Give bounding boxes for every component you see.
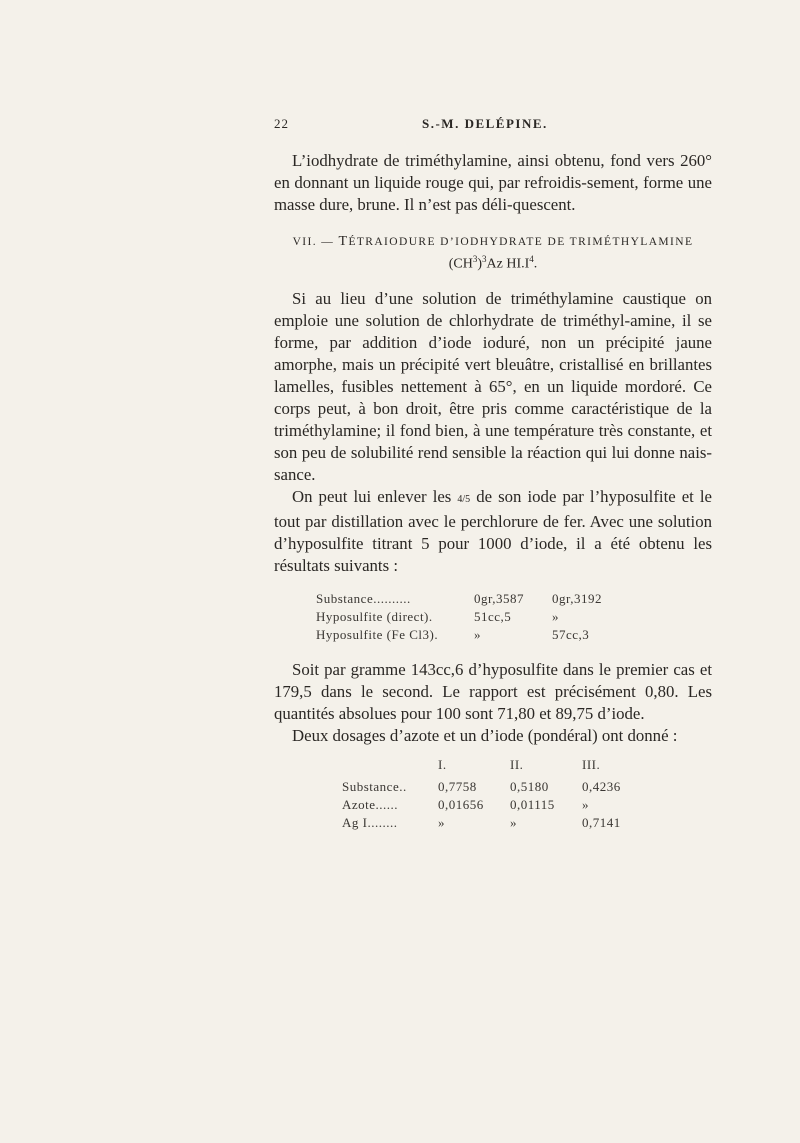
formula-part-d: . bbox=[533, 256, 538, 272]
page-number: 22 bbox=[274, 116, 289, 131]
row-label: Substance.. bbox=[342, 778, 407, 794]
section-formula bbox=[274, 254, 712, 273]
results-table-2 bbox=[342, 757, 654, 833]
table-row bbox=[342, 797, 654, 815]
cell-value: » bbox=[438, 814, 445, 830]
formula-sup-1: 3 bbox=[472, 254, 478, 264]
cell-value: » bbox=[552, 608, 559, 624]
formula-part-b: ) bbox=[477, 256, 483, 272]
row-label: Hyposulfite (direct). bbox=[316, 608, 433, 624]
cell-value: 0,01656 bbox=[438, 796, 484, 812]
paragraph-4: Soit par gramme 143cc,6 d’hyposulfite dans le premier cas et 179,5 dans le second. Le rapport est précisément 0,80. Les quantités absolues pour 100 sont 71,80 et 89,75 d’iode. bbox=[274, 659, 712, 723]
table-row bbox=[342, 815, 654, 833]
row-label: Hyposulfite (Fe Cl3). bbox=[316, 626, 439, 642]
section-title bbox=[274, 234, 712, 250]
section-title-initial: T bbox=[338, 234, 349, 249]
cell-value: » bbox=[510, 814, 517, 830]
table-row bbox=[316, 591, 602, 609]
table-header-row bbox=[342, 757, 654, 779]
paragraph-3-start: On peut lui enlever les bbox=[292, 486, 452, 506]
formula-sup-2: 3 bbox=[482, 254, 487, 264]
table-row bbox=[316, 627, 602, 645]
cell-value: 0,7141 bbox=[582, 814, 621, 830]
section-number: VII. — bbox=[292, 236, 335, 248]
cell-value: 0,5180 bbox=[510, 778, 549, 794]
cell-value: 51cc,5 bbox=[474, 608, 512, 624]
results-table-1 bbox=[316, 591, 602, 645]
row-label: Ag I........ bbox=[342, 814, 398, 830]
cell-value: 0,01115 bbox=[510, 796, 555, 812]
table-row bbox=[342, 779, 654, 797]
cell-value: 0gr,3192 bbox=[552, 590, 603, 606]
cell-value: 0gr,3587 bbox=[474, 590, 525, 606]
cell-value: » bbox=[474, 626, 481, 642]
column-header: III. bbox=[582, 756, 601, 772]
row-label: Azote...... bbox=[342, 796, 399, 812]
paragraph-3 bbox=[274, 486, 712, 577]
column-header: I. bbox=[438, 756, 447, 772]
paragraph-3-end: de son iode par l’hyposulfite et le tout par distillation avec le perchlorure de fer. Avec une solution d’hyposulfite titrant 5 pour 1000 d’iode, il a été obtenu les résultats suivants : bbox=[274, 486, 713, 575]
paragraph-1: L’iodhydrate de triméthylamine, ainsi obtenu, fond vers 260° en donnant un liquide rouge qui, par refroidis-sement, forme une masse dure, brune. Il n’est pas déli-quescent. bbox=[274, 151, 712, 214]
row-label: Substance.......... bbox=[316, 590, 411, 606]
formula-part-a: (CH bbox=[448, 256, 473, 272]
section-title-rest: ÉTRAIODURE D’IODHYDRATE DE TRIMÉTHYLAMINE bbox=[348, 236, 694, 248]
cell-value: » bbox=[582, 796, 589, 812]
cell-value: 0,7758 bbox=[438, 778, 477, 794]
cell-value: 0,4236 bbox=[582, 778, 621, 794]
table-row bbox=[316, 609, 602, 627]
paragraph-2: Si au lieu d’une solution de triméthylamine caustique on emploie une solution de chlorhydrate de triméthyl-amine, il se forme, par addition d’iode ioduré, non un précipité jaune amorphe, mais un précipité vert bleuâtre, cristallisé en brillantes lamelles, fusibles nettement à 65°, en un liquide mordoré. Ce corps peut, à bon droit, être pris comme caractéristique de la triméthylamine; il fond bien, à une température très constante, et son peu de solubilité rend sensible la réaction qui lui donne nais-sance. bbox=[274, 288, 712, 484]
cell-value: 57cc,3 bbox=[552, 626, 590, 642]
paragraph-5: Deux dosages d’azote et un d’iode (pondéral) ont donné : bbox=[292, 725, 678, 745]
formula-part-c: Az HI.I bbox=[486, 256, 530, 272]
running-head: S.-M. DELÉPINE. bbox=[422, 116, 548, 131]
fraction: 4/5 bbox=[457, 493, 471, 505]
page-body bbox=[274, 150, 712, 833]
formula-sup-3: 4 bbox=[529, 254, 534, 264]
column-header: II. bbox=[510, 756, 524, 772]
